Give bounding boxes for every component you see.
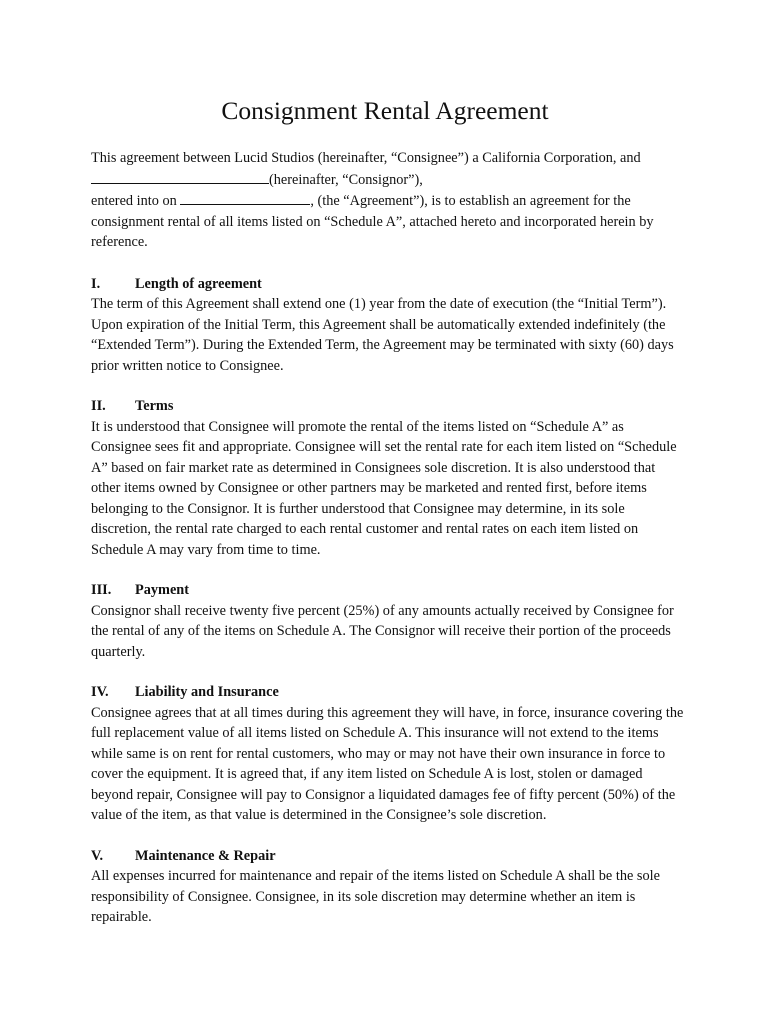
section-number: II. [91,398,106,414]
section-heading [91,846,686,867]
section-body: All expenses incurred for maintenance and repair of the items listed on Schedule A shall be the sole responsibility of Consignee. Consignee, in its sole discretion may determine whether an item is repairable. [91,868,660,925]
section-title: Payment [135,582,189,598]
section-maintenance-and-repair [91,846,686,928]
section-title: Terms [135,398,174,414]
section-body: It is understood that Consignee will promote the rental of the items listed on “Schedule A” as Consignee sees fit and appropriate. Consignee will set the rental rate for each item listed on “Schedule A” based on fair market rate as determined in Consignees sole discretion. It is also understood that other items owned by Consignee or other partners may be marketed and rented first, before items belonging to the Consignor. It is further understood that Consignee may determine, in its sole discretion, the rental rate charged to each rental customer and rental rates on each item listed on Schedule A may vary from time to time. [91,418,677,558]
consignor-name-blank [91,169,269,184]
document-body [91,148,686,948]
intro-line-4: consignment rental of all items listed on “Schedule A”, attached hereto and incorporated herein by reference. [91,213,654,250]
section-heading [91,580,686,601]
intro-line-2: (hereinafter, “Consignor”), [269,171,423,188]
section-heading [91,396,686,417]
section-payment [91,580,686,662]
section-liability-and-insurance [91,682,686,826]
date-blank [180,190,310,205]
section-length-of-agreement [91,274,686,377]
section-body: Consignee agrees that at all times during this agreement they will have, in force, insurance covering the full replacement value of all items listed on Schedule A. This insurance will not extend to the items while same is on rent for rental customers, who may or may not have their own insurance in force to cover the equipment. It is agreed that, if any item listed on Schedule A is lost, stolen or damaged beyond repair, Consignee will pay to Consignor a liquidated damages fee of fifty percent (50%) of the value of the item, as that value is determined in the Consignee’s sole discretion. [91,704,684,823]
section-title: Liability and Insurance [135,684,279,700]
section-terms [91,396,686,560]
document-title: Consignment Rental Agreement [221,96,549,125]
section-title: Maintenance & Repair [135,847,276,864]
intro-line-1: This agreement between Lucid Studios (hereinafter, “Consignee”) a California Corporation, and [91,150,641,166]
section-number: I. [91,275,101,292]
section-title: Length of agreement [135,275,262,292]
intro-paragraph [91,148,686,253]
section-number: III. [91,582,112,598]
section-heading [91,274,686,295]
section-number: V. [91,847,104,864]
section-body: Consignor shall receive twenty five percent (25%) of any amounts actually received by Consignee for the rental of any of the items on Schedule A. The Consignor will receive their portion of the proceeds quarterly. [91,602,674,660]
section-heading [91,682,686,703]
intro-line-3-end: , (the “Agreement”), is to establish an agreement for the [310,193,631,209]
intro-line-3-start: entered into on [91,193,181,209]
section-number: IV. [91,684,109,700]
section-body: The term of this Agreement shall extend one (1) year from the date of execution (the “Initial Term”). Upon expiration of the Initial Term, this Agreement shall be automatically extended indefinitely (the “Extended Term”). During the Extended Term, the Agreement may be terminated with sixty (60) days prior written notice to Consignee. [91,296,674,374]
